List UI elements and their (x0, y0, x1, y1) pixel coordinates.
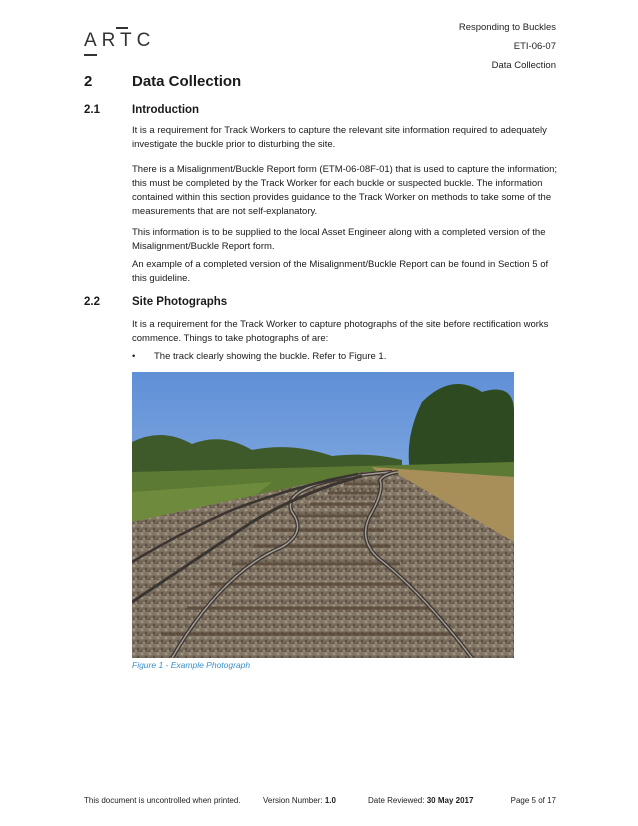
footer-reviewed-label: Date Reviewed: (368, 796, 425, 805)
figure-caption: Figure 1 - Example Photograph (132, 660, 251, 670)
footer-uncontrolled-notice: This document is uncontrolled when printed. (84, 796, 241, 805)
section-number: 2 (84, 73, 93, 90)
intro-paragraph-2: There is a Misalignment/Buckle Report form (ETM-06-08F-01) that is used to capture the information; this must be completed by the Track Worker for each buckle or suspected buckle. The information contained within this section provides guidance to the Track Worker on methods to take some of the measurements that are not self-explanatory. (132, 164, 558, 217)
subsection-number: 2.1 (84, 104, 100, 116)
subsection-title: Introduction (132, 104, 200, 116)
section-heading (84, 73, 241, 90)
section-title: Data Collection (132, 73, 242, 90)
footer-version-label: Version Number: (263, 796, 323, 805)
buckled-track-photo (132, 372, 514, 658)
logo-overbar (116, 27, 128, 29)
footer-version (263, 796, 336, 805)
intro-paragraph-3: This information is to be supplied to the local Asset Engineer along with a completed version of the Misalignment/Buckle Report form. (132, 227, 546, 252)
header-section-name: Data Collection (491, 60, 556, 71)
footer-date-reviewed (368, 796, 473, 805)
subsection-heading-introduction (84, 104, 199, 116)
bullet-item (132, 350, 386, 364)
bullet-text: The track clearly showing the buckle. Refer to Figure 1. (154, 351, 387, 362)
footer-reviewed-value: 30 May 2017 (426, 796, 474, 805)
artc-logo (84, 30, 155, 58)
photos-paragraph-1: It is a requirement for the Track Worker to capture photographs of the site before rectification works commence. Things to take photographs of are: (132, 319, 549, 344)
header-doc-id: ETI-06-07 (513, 41, 556, 52)
intro-paragraph-1: It is a requirement for Track Workers to capture the relevant site information required to adequately investigate the buckle prior to disturbing the site. (132, 125, 547, 150)
logo-underbar (84, 54, 97, 56)
bullet-dot-icon: • (132, 351, 136, 362)
header-doc-title: Responding to Buckles (458, 22, 556, 33)
logo-text: ARTC (84, 30, 156, 51)
subsection-number: 2.2 (84, 296, 100, 308)
footer-version-value: 1.0 (324, 796, 336, 805)
subsection-heading-site-photographs (84, 296, 227, 308)
intro-paragraph-4: An example of a completed version of the Misalignment/Buckle Report can be found in Section 5 of this guideline. (132, 259, 549, 284)
footer-page-number: Page 5 of 17 (510, 796, 556, 805)
subsection-title: Site Photographs (132, 296, 228, 308)
